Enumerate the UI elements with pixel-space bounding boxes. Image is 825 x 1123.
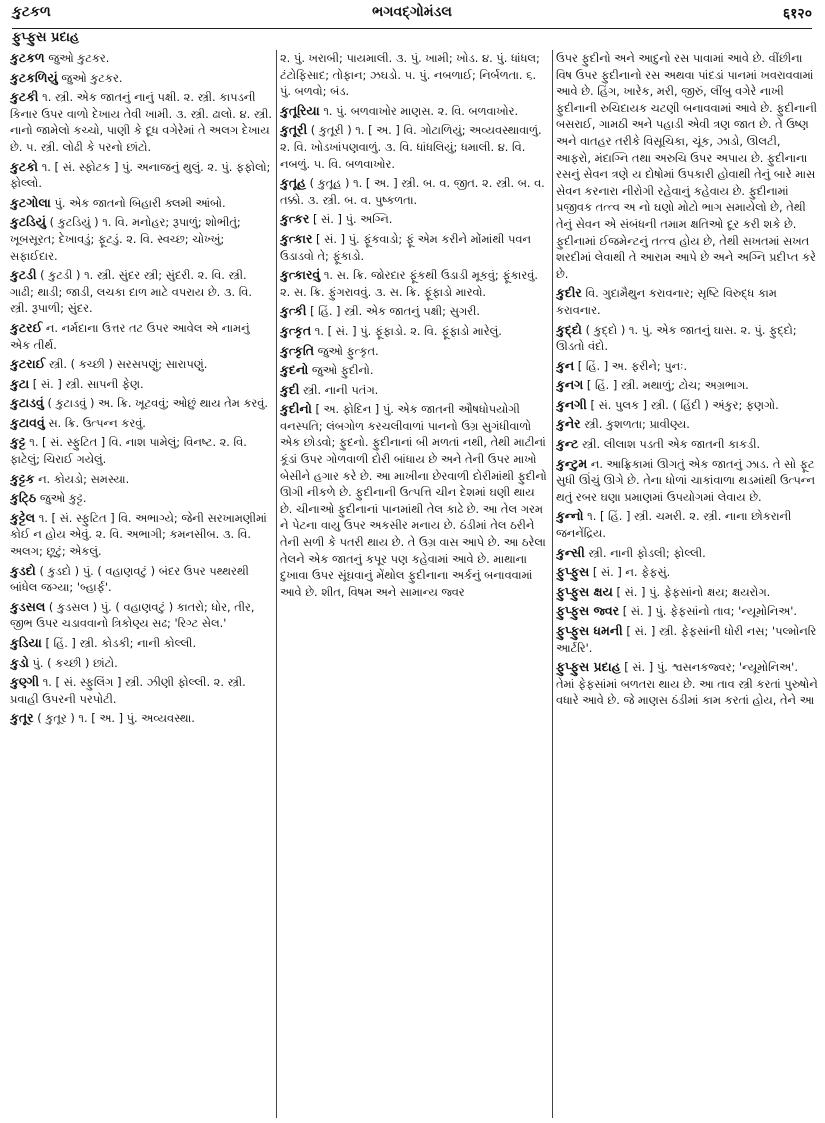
entry-headword: કુણ્ગી (10, 674, 40, 690)
entry-definition: [ હિં. ] અ. ફરીને; પુનઃ. (577, 358, 688, 373)
entry-definition: ન. કોયડો; સમસ્યા. (38, 471, 130, 486)
entry-definition: ૧. [ સં. સ્ફુલિંગ ] સ્ત્રી. ઝીણી ફોલ્લી. ૨. સ્ત્રી. પ્રવાહી ઉપરની પરપોટી. (10, 675, 246, 706)
entry-definition: ઉપર ફુદીનો અને આદુનો રસ પાવામાં આવે છે. વીંછીના વિષ ઉપર ફુદીનાનો રસ અથવા પાંદડાં પાનમાં ખવરાવવામાં આવે છે. હિંગ, ખારેક, મરી, જીરું, લીંબુ વગેરે નાખી ફુદીનાની રુચિદાયક ચટણી બનાવવામાં આવે છે. ફુદીનાની બસરાઈ, ગામઠી અને પહાડી એવી ત્રણ જાત છે. તે ઉષ્ણ અને વાતહર તરીકે વિસૂચિકા, ચૂંક, ઝાડો, ઊલટી, આફરો, મંદાગ્નિ તથા અરુચિ ઉપર અપાય છે. ફુદીનાના રસનું સેવન ત્રણે ય દોષોમાં ઉપકારી હોવાથી તેનું બારે માસ સેવન કરનારા નીરોગી રહેવાનું કહેવાય છે. ફુદીનામાં પ્રજીવક તત્ત્વ અ નો ઘણો મોટો ભાગ સમાયેલો છે, તેથી તેનું સેવન એ સંબંધની તમામ ક્ષતિઓ દૂર કરી શકે છે. ફુદીનામાં ઈજમેન્ટનું તત્ત્વ હોય છે, તેથી સખતમાં સખત શરદીમાં લેવાથી તે આરામ આપે છે અને અગ્નિ પ્રદીપ્ત કરે છે. (556, 51, 818, 281)
entry-headword: કુટ્ટક (10, 470, 35, 486)
entry-headword: કુટરાઈ (10, 356, 46, 372)
entry-definition: ન. નર્મદાના ઉત્તર તટ ઉપર આવેલ એ નામનું એક તીર્થ. (10, 320, 250, 352)
entry-definition: ( કુટાડવું ) અ. ક્રિ. ખૂટવવું; ઓછું થાય તેમ કરવું. (47, 396, 269, 411)
dictionary-entry (556, 508, 818, 541)
entry-definition: સ્ત્રી. નાની પતંગ. (303, 382, 379, 397)
entry-definition: [ સં. ] ન. ફેફસું. (592, 565, 671, 580)
entry-definition: ન. આફ્રિકામાં ઊગતું એક જાતનું ઝાડ. તે સો ફૂટ સુધી ઊંચું ઊગે છે. તેના ધોળાં ચાકાંવાળા થડમાંથી ઉત્પન્ન થતું રબર ઘણા પ્રમાણમાં ઉપયોગમાં લેવાય છે. (556, 456, 815, 504)
entry-headword: કુટડી (10, 267, 37, 283)
entry-headword: ફુપ્ફુસ (556, 564, 590, 580)
entry-definition: ૧. પું. બળવાખોર માણસ. ૨. વિ. બળવાખોર. (323, 103, 519, 118)
dictionary-entry (556, 603, 818, 620)
entry-definition: [ સં. ] પું. ફૂંકવાડો; ફૂં એમ કરીને મોંમાંથી પવન ઉડાડવો તે; ફૂંકાડો. (280, 231, 531, 263)
entry-definition: ૧. સ્ત્રી. એક જાતનું નાનું પક્ષી. ૨. સ્ત્રી. કાપડની કિનાર ઉપર વાળો દેખાય તેવી ખામી. ૩. સ્ત્રી. ઢાલો. ૪. સ્ત્રી. નાનો જામેલો કચ્ચો, પાણી કે દૂધ વગેરેમાં તે અલગ દેખાય છે. ૫. સ્ત્રી. લોઢી કે પરનો છાંટો. (10, 90, 272, 154)
dictionary-entry (10, 490, 272, 507)
entry-headword: ફુપ્ફુસ ક્ષય (556, 583, 613, 599)
entry-headword: કુટડિયું (10, 214, 47, 230)
dictionary-entry (10, 376, 272, 393)
entry-headword: કુત્કૃત (280, 322, 312, 338)
dictionary-entry (556, 623, 818, 656)
dictionary-entry (556, 584, 818, 601)
entry-definition: [ સં. ] સ્ત્રી. ફેફસાંની ધોરી નસ; 'પલ્મોનરિ આર્ટરિ'. (556, 624, 817, 655)
dictionary-entry (280, 175, 548, 208)
entry-definition: [ અ. ફોદિન ] પું. એક જાતની ઔષધોપયોગી વનસ્પતિ; લંબગોળ કરચલીવાળાં પાનનો ઉગ્ર સુગંધીવાળો એક છોડવો; ફુદનો. ફુદીનાનાં બી મળતાં નથી, તેથી માટીનાં કૂંડાં ઉપર ગોળવાળી દોરી બાંધાય છે અને તેની ઉપર માખો બેસીને હગાર કરે છે. આ માખીના છેરવાળી દોરીમાંથી ફુદીનો ઊગી નીકળે છે. ફુદીનાની ઉત્પત્તિ ચીન દેશમાં ઘણી થાય છે. ચીનાઓ ફુદીનાનાં પાનમાંથી તેલ કાઢે છે. આ તેલ ગરમ ને પેટના વાયુ ઉપર અકસીર મનાય છે. ઠંડીમાં તેલ ઠરીને તેની સળી કે પતરી થાય છે. તે ઉગ્ર વાસ આપે છે. આ ઠરેલા તેલને એક જાતનું કપૂર પણ કહેવામાં આવે છે. માથાના દુખાવા ઉપર સૂંઘવાનું મેંથોલ ફુદીનાના અર્કનું બનાવવામાં આવે છે. શીત, વિષમ અને સામાન્ય જ્વર (280, 402, 547, 599)
dictionary-entry (556, 358, 818, 375)
entry-headword: કુત્કારવું (280, 267, 321, 283)
entry-definition: ( કુતૂર ) ૧. [ અ. ] પું. અવ્યવસ્થા. (37, 711, 195, 726)
dictionary-entry (280, 303, 548, 320)
dictionary-entry (10, 563, 272, 596)
dictionary-entry (280, 103, 548, 120)
entry-headword: કુન્ટુમ (556, 455, 588, 471)
entry-definition: ( કુતૂહ ) ૧. [ અ. ] સ્ત્રી. બ. વ. જીત. ૨. સ્ત્રી. બ. વ. તક્કો. ૩. સ્ત્રી. બ. વ. પુષ્કળતા. (280, 176, 545, 207)
entry-definition: ( કુડદો ) પું. ( વહાણવટું ) બંદર ઉપર પથ્થરથી બાંધેલ જગ્યા; 'બ્હાર્ફ'. (10, 563, 249, 595)
header-page-number: ६१२० (782, 6, 812, 22)
entry-definition: પું. એક જાતનો બિહારી ક્લમી આંબો. (54, 195, 226, 210)
entry-definition: પું. ( કચ્છી ) છાંટો. (32, 655, 118, 670)
entry-headword: કુનગી (556, 396, 587, 412)
entry-definition: જુઓ ફુત્કૃત. (317, 343, 379, 358)
entry-headword: કુન્ટ (556, 436, 579, 452)
entry-headword: કુત્કૃતિ (280, 342, 314, 358)
entry-definition: [ સં. ] પું. અગ્નિ. (312, 212, 393, 227)
entry-headword: કુટકી (10, 89, 39, 105)
column-2 (280, 50, 548, 1120)
column-divider (276, 50, 277, 1118)
entry-headword: કુડો (10, 654, 29, 670)
entry-definition: સ્ત્રી. ( કચ્છી ) સરસપણું; સારાપણું. (48, 357, 208, 372)
dictionary-entry (10, 635, 272, 652)
dictionary-entry (10, 70, 272, 87)
entry-headword: કુત્કર (280, 211, 310, 227)
entry-definition: ૧. સ. ક્રિ. જોરદાર ફૂંકથી ઉડાડી મૂકવું; ફૂંકારવું. ૨. સ. ક્રિ. ફુંગરાવવું. ૩. સ. ક્રિ. ફૂંફાડો મારવો. (280, 268, 538, 299)
entry-headword: કુન્નો (556, 508, 584, 524)
dictionary-entry (280, 211, 548, 228)
entry-headword: ફુપ્ફુસ પ્રદાહ (556, 659, 621, 675)
dictionary-entry (556, 397, 818, 414)
entry-headword: કુટકો (10, 158, 39, 174)
entry-definition: ૧. [ સં. સ્ફુટિત ] વિ. નાશ પામેલું; વિનષ્ટ. ૨. વિ. ફાટેલું; ચિરાઈ ગયેલું. (10, 435, 247, 467)
dictionary-entry (280, 401, 548, 600)
column-3 (556, 50, 818, 1120)
entry-headword: કુટાવવું (10, 414, 45, 430)
entry-headword: કુટરઈ (10, 319, 43, 335)
header-left-guideword: કુટકળ (12, 4, 51, 20)
entry-definition: ( કુટડિયું ) ૧. વિ. મનોહર; રૂપાળું; શોભીતું; ખૂબસૂરત; દેખાવડું; ફૂટડું. ૨. વિ. સ્વચ્છ; ચોખ્ખું; સફાઈદાર. (10, 215, 241, 263)
dictionary-entry (280, 50, 548, 100)
entry-definition: [ સં. ] પું. ફેફસાંનો ક્ષય; ક્ષયરોગ. (616, 584, 771, 599)
dictionary-entry (556, 564, 818, 581)
dictionary-entry (10, 320, 272, 353)
dictionary-entry (556, 377, 818, 394)
entry-headword: કુદી (280, 381, 300, 397)
dictionary-entry (10, 710, 272, 727)
dictionary-entry (10, 214, 272, 264)
dictionary-entry (280, 343, 548, 360)
dictionary-entry (10, 599, 272, 632)
dictionary-entry (556, 416, 818, 433)
entry-definition: [ હિં. ] સ્ત્રી. કોડકી; નાની કોલ્લી. (45, 636, 197, 650)
entry-headword: કુનેર (556, 416, 581, 432)
entry-headword: કુટકળિયું (10, 69, 58, 85)
dictionary-entry (10, 434, 272, 467)
entry-definition: ( કુટડી ) ૧. સ્ત્રી. સુંદર સ્ત્રી; સુંદરી. ૨. વિ. સ્ત્રી. ગાઢી; થાડી; જાડી, લચકા દાળ માટે વપરાય છે. ૩. વિ. સ્ત્રી. રૂપાળી; સુંદર. (10, 268, 253, 316)
dictionary-entry (280, 323, 548, 340)
entry-headword: કુત્કી (280, 303, 307, 319)
entry-definition: જુઓ કુટકર. (48, 51, 110, 65)
header-rule (12, 28, 812, 29)
entry-definition: જુઓ ફુદીનો. (311, 363, 374, 378)
entry-definition: ૨. પું. ખરાબી; પાયમાલી. ૩. પું. ખામી; ખોડ. ૪. પું. ધાંધલ; ટંટોફિસાદ; તોફાન; ઝઘડો. ૫. પું. નબળાઈ; નિર્બળતા. ૬. પું. બળવો; બંડ. (280, 51, 540, 99)
dictionary-entry (280, 362, 548, 379)
dictionary-entry (556, 659, 818, 709)
entry-definition: સ. ક્રિ. ઉત્પન્ન કરવું. (48, 415, 146, 430)
entry-definition: ૧. [ હિં. ] સ્ત્રી. ચમરી. ૨. સ્ત્રી. નાના છોકરાની જનનેંદ્રિય. (556, 509, 792, 541)
entry-headword: કુતૂરી (280, 122, 308, 138)
entry-headword: કુદીનો (280, 401, 312, 417)
dictionary-entry (556, 545, 818, 562)
entry-headword: કુટ્ઠિ (10, 490, 37, 506)
dictionary-entry (556, 50, 818, 282)
column-1 (10, 50, 272, 1120)
entry-definition: ( કુદ્દો ) ૧. પું. એક જાતનું ઘાસ. ૨. પું. ફુદ્દો; ઊડતો વંદો. (556, 322, 797, 354)
header-right-guideword: ફુપ્ફુસ પ્રદાહ (12, 30, 80, 45)
dictionary-entry (280, 122, 548, 172)
entry-headword: કુટ્ટ (10, 434, 26, 450)
dictionary-entry (280, 382, 548, 399)
column-divider (552, 50, 553, 1118)
entry-definition: સ્ત્રી. લીલાશ પડતી એક જાતની કાકડી. (582, 437, 761, 452)
entry-headword: કુતૂર (10, 710, 34, 726)
entry-headword: કુટકળ (10, 50, 45, 65)
dictionary-entry (280, 231, 548, 264)
dictionary-entry (556, 456, 818, 506)
entry-definition: [ હિં. ] સ્ત્રી. મથાળું; ટોચ; અગ્રભાગ. (586, 378, 749, 393)
entry-headword: ફુપ્ફુસ ધમની (556, 623, 623, 638)
dictionary-entry (10, 356, 272, 373)
entry-definition: જુઓ કુટ્ટ. (39, 491, 87, 506)
dictionary-entry (10, 267, 272, 317)
entry-definition: સ્ત્રી. કુશળતા; પ્રાવીણ્ય. (584, 417, 690, 432)
dictionary-entry (10, 510, 272, 560)
entry-definition: [ સં. ] સ્ત્રી. સાપની ફેણ. (32, 376, 144, 391)
entry-headword: કુનગ (556, 377, 584, 393)
dictionary-entry (10, 89, 272, 155)
entry-definition: ( કુતૂરી ) ૧. [ અ. ] વિ. ગોટાળિયું; અવ્યવસ્થાવાળું. ૨. વિ. ખોડખાંપણવાળું. ૩. વિ. ધાંધલિયું; ધમાલી. ૪. વિ. નબળું. ૫. વિ. બળવાખોર. (280, 123, 542, 171)
entry-headword: ફુપ્ફુસ જ્વર (556, 603, 620, 619)
dictionary-entry (10, 674, 272, 707)
entry-headword: કુડદો (10, 562, 36, 578)
dictionary-entry (10, 471, 272, 488)
entry-definition: [ સં. ] પું. ફેફસાંનો તાવ; 'ન્યૂમોનિઅ'. (622, 604, 797, 619)
page-header (12, 4, 812, 26)
dictionary-entry (10, 50, 272, 67)
entry-headword: કુત્કાર (280, 230, 313, 246)
dictionary-entry (10, 159, 272, 192)
entry-headword: કુદીર (556, 285, 582, 301)
entry-definition: [ હિં. ] સ્ત્રી. એક જાતનું પક્ષી; સુગરી. (310, 304, 480, 319)
dictionary-entry (10, 195, 272, 212)
entry-definition: ૧. [ સં. સ્ફોટક ] પું. અનાજનું થુલું. ૨. પું. ફફોલો; ફોલ્લો. (10, 159, 271, 191)
entry-headword: કુડિયા (10, 635, 42, 650)
dictionary-entry (556, 285, 818, 318)
dictionary-entry (10, 655, 272, 672)
entry-headword: કુન્સી (556, 544, 585, 560)
entry-definition: [ સં. પુલક ] સ્ત્રી. ( હિંદી ) અંકુર; ફણગો. (590, 397, 779, 412)
entry-definition: વિ. ગુદામૈથુન કરાવનાર; સૃષ્ટિ વિરુદ્ધ કામ કરાવનાર. (556, 286, 777, 317)
entry-definition: સ્ત્રી. નાની ફોડલી; ફોલ્લી. (588, 545, 706, 560)
header-title: ભગવદ્ગોમંડલ (372, 4, 452, 20)
entry-headword: કુટા (10, 375, 30, 391)
entry-headword: કુટાડવું (10, 395, 44, 411)
entry-headword: કુદ્દો (556, 321, 582, 337)
entry-headword: કુડસલ (10, 598, 46, 614)
dictionary-entry (556, 436, 818, 453)
entry-definition: ૧. [ સં. સ્ફુટિત ] વિ. અભાગ્યે; જેની સરખામણીમાં કોઈ ન હોય એવું. ૨. વિ. અભાગી; કમનસીબ. ૩. વિ. અલગ; છૂટું; એકલું. (10, 510, 267, 559)
entry-headword: કુતૂરિયા (280, 102, 320, 118)
dictionary-entry (280, 267, 548, 300)
entry-definition: જુઓ કુટકર. (61, 70, 123, 85)
entry-definition: ( કુડસલ ) પું. ( વહાણવટું ) કાતરો; ધોર, તીર, જીભ ઉપર ચડાવવાનો ત્રિકોણ્ય સઢ; 'રિગ્ટ સેલ.' (10, 599, 255, 631)
entry-headword: કુન (556, 357, 575, 373)
entry-headword: કુટ્ટેલ (10, 509, 36, 525)
entry-definition: ૧. [ સં. ] પું. ફૂંફાડો. ૨. વિ. ફૂંફાડો મારેલું. (314, 323, 502, 338)
entry-headword: કુતૂહ (280, 175, 307, 191)
dictionary-entry (10, 415, 272, 432)
entry-definition: [ સં. ] પું. શ્વસનકજ્વર; 'ન્યૂમોનિઅ'. તેમાં ફેફસાંમાં બળતરા થાય છે. આ તાવ સ્ત્રી કરતાં પુરુષોને વધારે આવે છે. જે માણસ ઠંડીમાં કામ કરતાં હોય, તેને આ (556, 660, 818, 708)
entry-headword: કુટગોલા (10, 194, 51, 210)
dictionary-entry (10, 395, 272, 412)
dictionary-entry (556, 322, 818, 355)
entry-headword: કુદનો (280, 362, 309, 378)
